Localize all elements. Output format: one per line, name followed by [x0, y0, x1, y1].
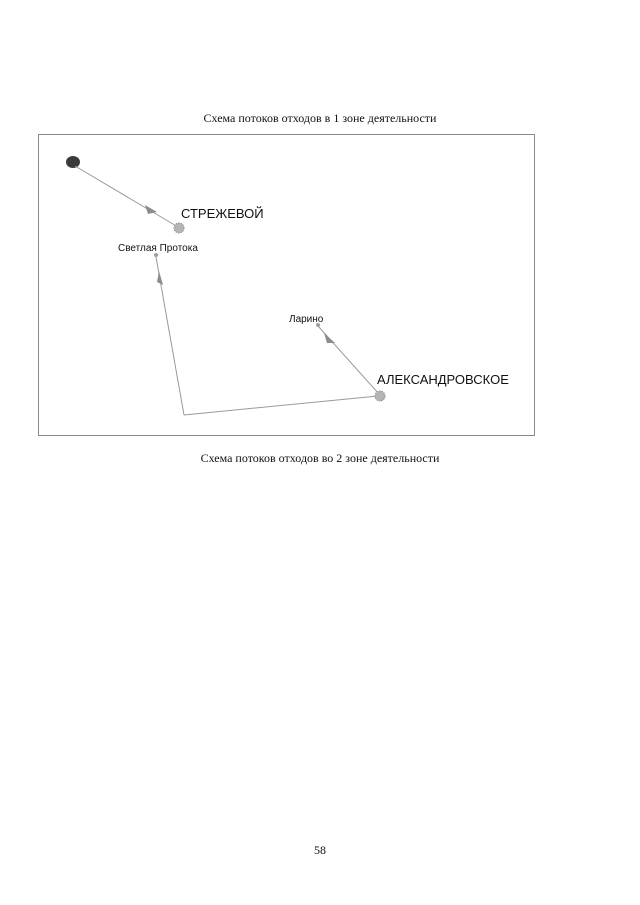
strezhevoy-hub-node — [174, 223, 184, 233]
arrow-source-to-strezhevoy — [145, 205, 157, 214]
aleksandrovskoe-label: АЛЕКСАНДРОВСКОЕ — [377, 372, 509, 387]
aleksandrovskoe-hub-node — [375, 391, 385, 401]
arrow-svetlaya-protoka — [157, 271, 163, 285]
figure-caption-zone-2: Схема потоков отходов во 2 зоне деятельности — [200, 451, 440, 465]
source-node — [66, 156, 80, 168]
waste-flow-diagram-zone-1 — [38, 134, 535, 436]
figure-caption-zone-1: Схема потоков отходов в 1 зоне деятельности — [203, 111, 437, 125]
route-bottom-to-aleksandrovskoe — [184, 396, 378, 415]
arrow-larino — [324, 333, 335, 343]
larino-label: Ларино — [289, 314, 324, 325]
strezhevoy-label: СТРЕЖЕВОЙ — [181, 206, 264, 221]
route-source-to-strezhevoy — [75, 166, 178, 227]
svetlaya-protoka-label: Светлая Протока — [118, 243, 198, 254]
flow-map-canvas — [39, 135, 536, 437]
page-number: 58 — [314, 843, 326, 857]
